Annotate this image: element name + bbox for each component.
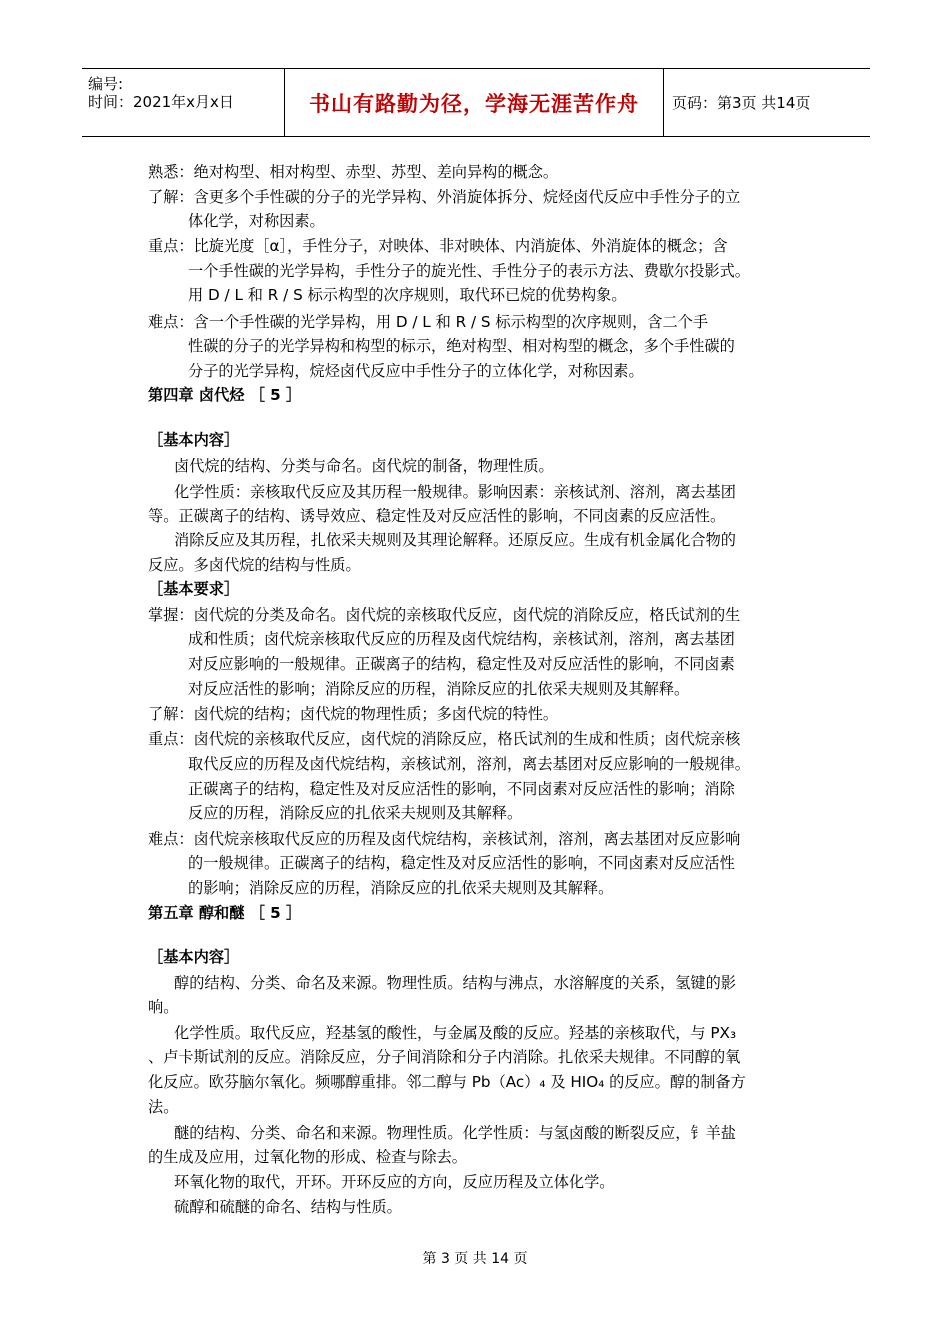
text-line: 等。正碳离子的结构、诱导效应、稳定性及对反应活性的影响，不同卤素的反应活性。 bbox=[148, 507, 726, 525]
chapter-heading: 第五章 醇和醚 ［ 5 ］ bbox=[148, 904, 302, 922]
header-motto: 书山有路勤为径，学海无涯苦作舟 bbox=[309, 91, 639, 116]
text-line: 卤代烷的结构、分类与命名。卤代烷的制备，物理性质。 bbox=[174, 457, 554, 475]
text-line: 熟悉：绝对构型、相对构型、赤型、苏型、差向异构的概念。 bbox=[148, 163, 559, 181]
text-line: 的一般规律。正碳离子的结构，稳定性及对反应活性的影响，不同卤素对反应活性 bbox=[188, 854, 735, 872]
document-number-label: 编号: bbox=[88, 75, 124, 93]
text-line: 反应的历程，消除反应的扎依采夫规则及其解释。 bbox=[188, 804, 523, 822]
text-line: 醚的结构、分类、命名和来源。物理性质。化学性质：与氢卤酸的断裂反应，钅羊盐 bbox=[174, 1124, 736, 1142]
text-line: 了解：卤代烷的结构；卤代烷的物理性质；多卤代烷的特性。 bbox=[148, 705, 559, 723]
text-line: 环氧化物的取代，开环。开环反应的方向，反应历程及立体化学。 bbox=[174, 1173, 615, 1191]
text-line: 难点：卤代烷亲核取代反应的历程及卤代烷结构，亲核试剂，溶剂，离去基团对反应影响 bbox=[148, 830, 741, 848]
page-footer: 第 3 页 共 14 页 bbox=[422, 1251, 528, 1267]
header-page-info: 页码：第3页 共14页 bbox=[672, 94, 811, 112]
text-line: 用 D / L 和 R / S 标示构型的次序规则，取代环已烷的优势构象。 bbox=[188, 286, 627, 304]
text-line: 响。 bbox=[148, 998, 179, 1016]
text-line: 化反应。欧芬脑尔氧化。频哪醇重排。邻二醇与 Pb（Ac）₄ 及 HIO₄ 的反应。醇的制备方 bbox=[148, 1073, 746, 1091]
page-header bbox=[82, 68, 870, 137]
header-page-cell bbox=[664, 69, 870, 136]
text-line: 了解：含更多个手性碳的分子的光学异构、外消旋体拆分、烷烃卤代反应中手性分子的立 bbox=[148, 188, 741, 206]
text-line: 醇的结构、分类、命名及来源。物理性质。结构与沸点，水溶解度的关系，氢键的影 bbox=[174, 974, 736, 992]
text-line: 取代反应的历程及卤代烷结构，亲核试剂，溶剂，离去基团对反应影响的一般规律。 bbox=[188, 755, 750, 773]
text-line: 难点：含一个手性碳的光学异构，用 D / L 和 R / S 标示构型的次序规则，含二个手 bbox=[148, 313, 709, 331]
section-heading: ［基本要求］ bbox=[148, 580, 240, 598]
text-line: 、卢卡斯试剂的反应。消除反应，分子间消除和分子内消除。扎依采夫规律。不同醇的氧 bbox=[148, 1048, 741, 1066]
section-heading: ［基本内容］ bbox=[148, 948, 240, 966]
text-line: 化学性质。取代反应，羟基氢的酸性，与金属及酸的反应。羟基的亲核取代，与 PX₃ bbox=[174, 1024, 737, 1042]
text-line: 对反应活性的影响；消除反应的历程，消除反应的扎依采夫规则及其解释。 bbox=[188, 680, 690, 698]
chapter-heading: 第四章 卤代烃 ［ 5 ］ bbox=[148, 386, 302, 404]
text-line: 法。 bbox=[148, 1098, 179, 1116]
text-line: 重点：卤代烷的亲核取代反应，卤代烷的消除反应，格氏试剂的生成和性质；卤代烷亲核 bbox=[148, 730, 741, 748]
text-line: 一个手性碳的光学异构，手性分子的旋光性、手性分子的表示方法、费歇尔投影式。 bbox=[188, 262, 750, 280]
text-line: 反应。多卤代烷的结构与性质。 bbox=[148, 556, 361, 574]
text-line: 重点：比旋光度［α］，手性分子，对映体、非对映体、内消旋体、外消旋体的概念；含 bbox=[148, 237, 728, 255]
header-left-cell bbox=[82, 69, 284, 136]
text-line: 硫醇和硫醚的命名、结构与性质。 bbox=[174, 1198, 402, 1216]
text-line: 正碳离子的结构，稳定性及对反应活性的影响，不同卤素对反应活性的影响；消除 bbox=[188, 780, 735, 798]
text-line: 对反应影响的一般规律。正碳离子的结构，稳定性及对反应活性的影响，不同卤素 bbox=[188, 655, 735, 673]
text-line: 的影响；消除反应的历程，消除反应的扎依采夫规则及其解释。 bbox=[188, 879, 614, 897]
text-line: 掌握：卤代烷的分类及命名。卤代烷的亲核取代反应，卤代烷的消除反应，格氏试剂的生 bbox=[148, 606, 741, 624]
section-heading: ［基本内容］ bbox=[148, 431, 240, 449]
document-date: 时间：2021年x月x日 bbox=[88, 93, 234, 111]
header-motto-cell bbox=[284, 69, 664, 136]
text-line: 的生成及应用，过氧化物的形成、检查与除去。 bbox=[148, 1148, 467, 1166]
text-line: 化学性质：亲核取代反应及其历程一般规律。影响因素：亲核试剂、溶剂，离去基团 bbox=[174, 483, 736, 501]
text-line: 体化学，对称因素。 bbox=[188, 212, 325, 230]
text-line: 性碳的分子的光学异构和构型的标示，绝对构型、相对构型的概念，多个手性碳的 bbox=[188, 337, 735, 355]
text-line: 消除反应及其历程，扎依采夫规则及其理论解释。还原反应。生成有机金属化合物的 bbox=[174, 531, 736, 549]
text-line: 分子的光学异构，烷烃卤代反应中手性分子的立体化学，对称因素。 bbox=[188, 362, 644, 380]
text-line: 成和性质；卤代烷亲核取代反应的历程及卤代烷结构，亲核试剂，溶剂，离去基团 bbox=[188, 630, 735, 648]
